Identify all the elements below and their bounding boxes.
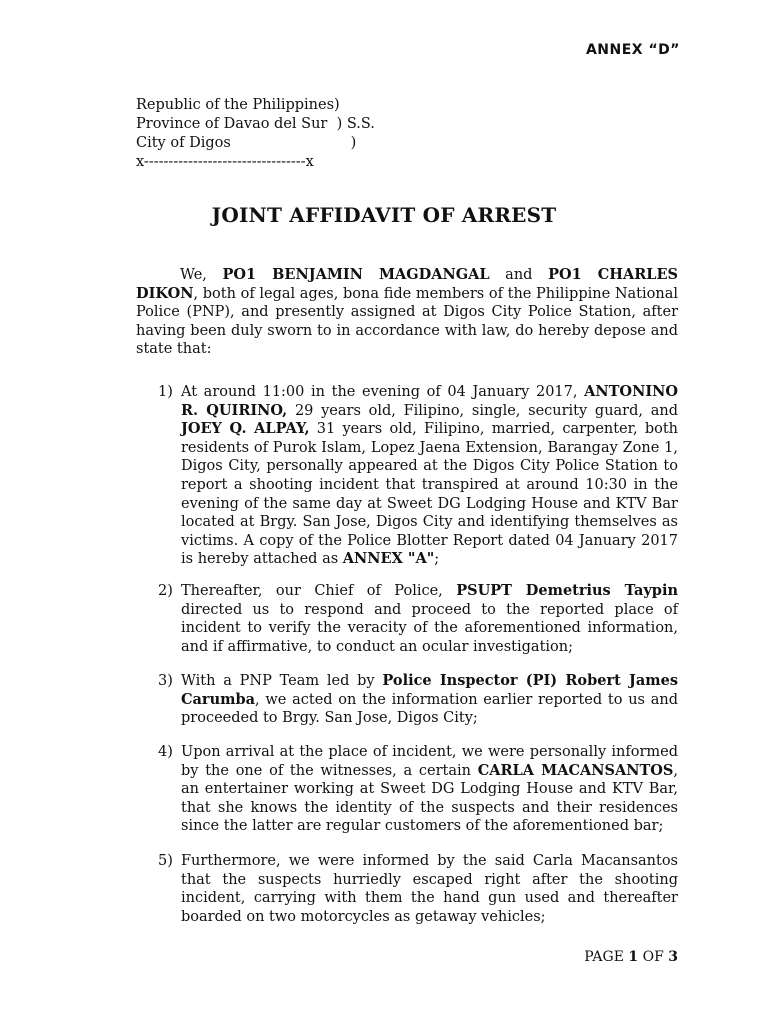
text-run: At around 11:00 in the evening of 04 January 2017, (181, 384, 585, 400)
caption-block (136, 96, 375, 172)
caption-line-4: x---------------------------------x (136, 154, 314, 170)
item-number: 5) (158, 853, 173, 869)
bold-text: JOEY Q. ALPAY, (181, 420, 310, 438)
total-pages: 3 (668, 949, 678, 965)
page-of: OF (638, 949, 669, 965)
intro-text: , both of legal ages, bona fide members of the Philippine National Police (PNP), and presently assigned at Digos City Police Station, after having been duly sworn to in accordance with law, do hereby depose and state that: (136, 285, 678, 358)
bold-text: PSUPT Demetrius Taypin (456, 582, 678, 599)
text-run: 29 years old, Filipino, single, security guard, and (287, 402, 678, 419)
annex-label: ANNEX “D” (585, 42, 680, 58)
bold-text: Police Inspector (PI) Robert James Carumba (181, 672, 678, 708)
document-title: JOINT AFFIDAVIT OF ARREST (211, 203, 557, 227)
text-run: Upon arrival at the place of incident, we were personally informed by the one of the witnesses, a certain (181, 744, 678, 779)
list-item (136, 672, 678, 728)
list-item (136, 383, 678, 569)
intro-text: We, (180, 267, 223, 283)
list-item (136, 743, 678, 836)
item-number: 3) (158, 673, 173, 689)
caption-line-1: Republic of the Philippines) (136, 97, 340, 113)
item-text (181, 383, 678, 569)
caption-line-3: City of Digos ) (136, 135, 357, 151)
list-item (136, 852, 678, 926)
text-run: ; (434, 551, 440, 568)
item-text (181, 582, 678, 656)
text-run: Furthermore, we were informed by the said Carla Macansantos that the suspects hurriedly escaped right after the shooting incident, carrying with them the hand gun used and thereafter boarded on two motorcycles as getaway vehicles; (181, 853, 678, 925)
item-number: 2) (158, 583, 173, 599)
officer-name-2: PO1 CHARLES DIKON (136, 266, 678, 302)
item-text (181, 743, 678, 836)
bold-text: ANTONINO R. QUIRINO, (181, 383, 678, 419)
item-text (181, 672, 678, 728)
text-run: , we acted on the information earlier reported to us and proceeded to Brgy. San Jose, Digos City; (181, 691, 678, 727)
page-prefix: PAGE (584, 949, 629, 965)
text-run: directed us to respond and proceed to the reported place of incident to verify the veracity of the aforementioned information, and if affirmative, to conduct an ocular investigation; (181, 601, 678, 655)
bold-text: CARLA MACANSANTOS (477, 761, 674, 779)
text-run: 31 years old, Filipino, married, carpenter, both residents of Purok Islam, Lopez Jaena Extension, Barangay Zone 1, Digos City, personally appeared at the Digos City Police Station to report a shooting incident that transpired at around 10:30 in the evening of the same day at Sweet DG Lodging House and KTV Bar located at Brgy. San Jose, Digos City and identifying themselves as victims. A copy of the Police Blotter Report dated 04 January 2017 is hereby attached as (181, 421, 678, 568)
bold-text: ANNEX "A" (342, 550, 435, 568)
item-number: 4) (158, 744, 173, 760)
list-item (136, 582, 678, 656)
intro-paragraph (136, 266, 678, 359)
item-text (181, 852, 678, 926)
text-run: Thereafter, our Chief of Police, (181, 583, 457, 599)
officer-name-1: PO1 BENJAMIN MAGDANGAL (222, 266, 490, 283)
text-run: With a PNP Team led by (181, 673, 383, 689)
item-number: 1) (158, 384, 173, 400)
intro-text: and (489, 267, 549, 283)
caption-line-2: Province of Davao del Sur ) S.S. (136, 116, 375, 132)
text-run: , an entertainer working at Sweet DG Lodging House and KTV Bar, that she knows the identity of the suspects and their residences since the latter are regular customers of the aforementioned bar; (181, 762, 678, 835)
current-page: 1 (628, 949, 639, 965)
page-number (584, 949, 678, 965)
